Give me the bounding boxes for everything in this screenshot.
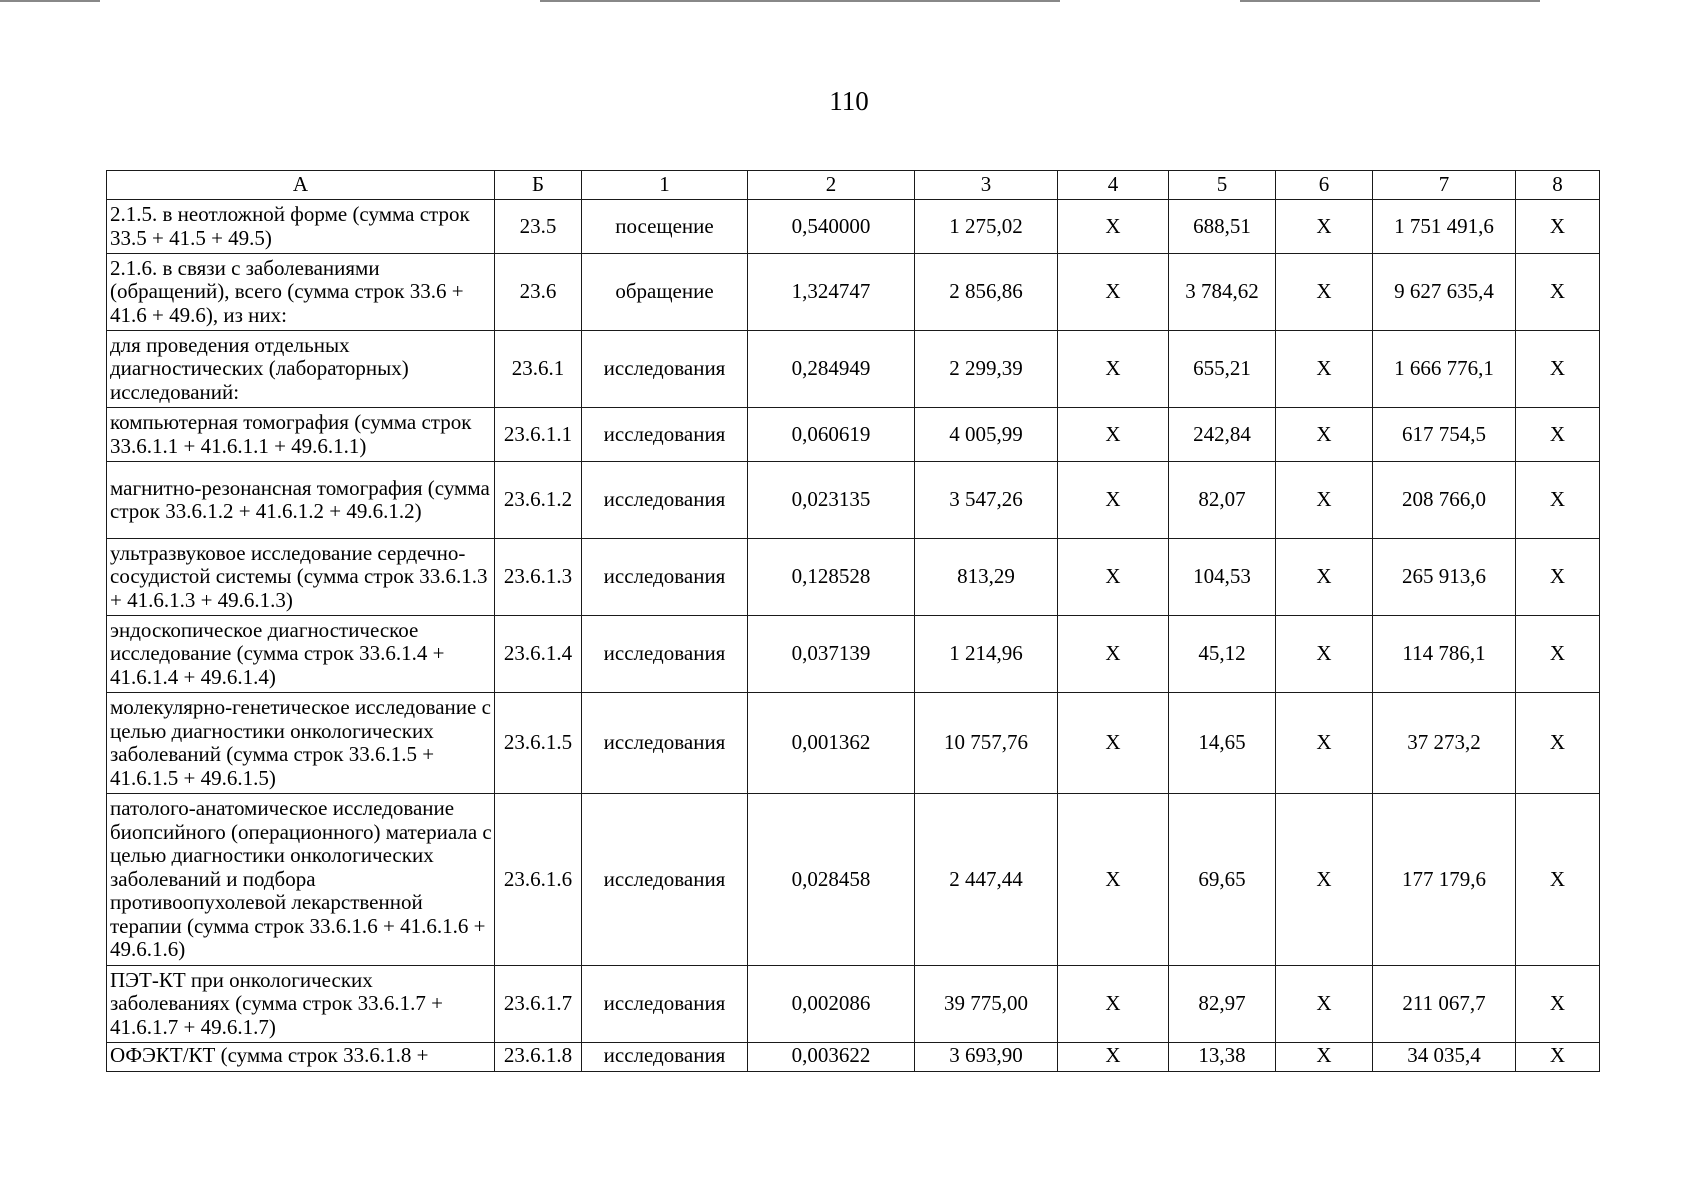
row-name: 2.1.6. в связи с заболеваниями (обращений), всего (сумма строк 33.6 + 41.6 + 49.6), из них:: [107, 254, 495, 331]
header-cell: 4: [1058, 171, 1169, 200]
header-cell: 5: [1169, 171, 1276, 200]
row-name: компьютерная томография (сумма строк 33.6.1.1 + 41.6.1.1 + 49.6.1.1): [107, 408, 495, 462]
data-table: [106, 170, 1600, 1072]
row-name: для проведения отдельных диагностических (лабораторных) исследований:: [107, 331, 495, 408]
row-code: 23.6.1.5: [495, 693, 582, 794]
row-value-3: 10 757,76: [915, 693, 1058, 794]
row-value-6: X: [1276, 1043, 1373, 1072]
row-value-8: X: [1516, 616, 1600, 693]
data-table-container: [106, 170, 1599, 1072]
row-value-5: 3 784,62: [1169, 254, 1276, 331]
table-row: [107, 794, 1600, 966]
row-unit: обращение: [582, 254, 748, 331]
row-value-6: X: [1276, 462, 1373, 539]
row-unit: исследования: [582, 1043, 748, 1072]
row-value-5: 69,65: [1169, 794, 1276, 966]
row-code: 23.6.1.3: [495, 539, 582, 616]
row-value-3: 3 693,90: [915, 1043, 1058, 1072]
row-value-2: 0,002086: [748, 966, 915, 1043]
row-value-7: 211 067,7: [1373, 966, 1516, 1043]
row-value-7: 37 273,2: [1373, 693, 1516, 794]
row-value-4: X: [1058, 794, 1169, 966]
row-unit: посещение: [582, 200, 748, 254]
row-value-4: X: [1058, 693, 1169, 794]
row-code: 23.5: [495, 200, 582, 254]
row-value-2: 0,284949: [748, 331, 915, 408]
table-row: [107, 200, 1600, 254]
row-value-8: X: [1516, 331, 1600, 408]
row-unit: исследования: [582, 693, 748, 794]
row-code: 23.6: [495, 254, 582, 331]
table-row: [107, 408, 1600, 462]
row-unit: исследования: [582, 616, 748, 693]
row-value-3: 2 856,86: [915, 254, 1058, 331]
table-row: [107, 1043, 1600, 1072]
header-cell: 2: [748, 171, 915, 200]
row-value-7: 208 766,0: [1373, 462, 1516, 539]
row-value-3: 813,29: [915, 539, 1058, 616]
row-name: эндоскопическое диагностическое исследование (сумма строк 33.6.1.4 + 41.6.1.4 + 49.6.1.4): [107, 616, 495, 693]
row-value-7: 34 035,4: [1373, 1043, 1516, 1072]
row-code: 23.6.1.6: [495, 794, 582, 966]
row-value-3: 2 299,39: [915, 331, 1058, 408]
row-value-7: 9 627 635,4: [1373, 254, 1516, 331]
row-value-2: 0,128528: [748, 539, 915, 616]
table-row: [107, 616, 1600, 693]
row-value-4: X: [1058, 462, 1169, 539]
row-value-8: X: [1516, 693, 1600, 794]
row-value-5: 45,12: [1169, 616, 1276, 693]
row-value-8: X: [1516, 1043, 1600, 1072]
row-value-5: 242,84: [1169, 408, 1276, 462]
header-cell: 6: [1276, 171, 1373, 200]
table-row: [107, 462, 1600, 539]
row-value-5: 13,38: [1169, 1043, 1276, 1072]
row-value-2: 0,060619: [748, 408, 915, 462]
row-value-7: 265 913,6: [1373, 539, 1516, 616]
row-value-5: 82,97: [1169, 966, 1276, 1043]
row-value-6: X: [1276, 616, 1373, 693]
row-value-3: 1 214,96: [915, 616, 1058, 693]
row-value-7: 177 179,6: [1373, 794, 1516, 966]
row-value-4: X: [1058, 331, 1169, 408]
row-value-8: X: [1516, 794, 1600, 966]
row-value-4: X: [1058, 200, 1169, 254]
page-number: 110: [829, 86, 869, 116]
header-cell: 7: [1373, 171, 1516, 200]
row-value-8: X: [1516, 966, 1600, 1043]
table-row: [107, 331, 1600, 408]
row-value-3: 1 275,02: [915, 200, 1058, 254]
row-value-7: 1 666 776,1: [1373, 331, 1516, 408]
row-name: ультразвуковое исследование сердечно-сосудистой системы (сумма строк 33.6.1.3 + 41.6.1.3 + 49.6.1.3): [107, 539, 495, 616]
scan-edge-center: [540, 0, 1060, 2]
header-cell: 3: [915, 171, 1058, 200]
row-code: 23.6.1.8: [495, 1043, 582, 1072]
row-value-6: X: [1276, 794, 1373, 966]
row-value-6: X: [1276, 539, 1373, 616]
scan-edge-right: [1240, 0, 1540, 2]
row-value-6: X: [1276, 331, 1373, 408]
row-name: патолого-анатомическое исследование биопсийного (операционного) материала с целью диагностики онкологических заболеваний и подбора противоопухолевой лекарственной терапии (сумма строк 33.6.1.6 + 41.6.1.6 + 49.6.1.6): [107, 794, 495, 966]
row-value-4: X: [1058, 539, 1169, 616]
row-value-3: 39 775,00: [915, 966, 1058, 1043]
table-row: [107, 539, 1600, 616]
row-value-8: X: [1516, 408, 1600, 462]
row-value-4: X: [1058, 408, 1169, 462]
table-row: [107, 693, 1600, 794]
row-value-2: 0,023135: [748, 462, 915, 539]
row-code: 23.6.1.2: [495, 462, 582, 539]
row-value-7: 1 751 491,6: [1373, 200, 1516, 254]
row-value-5: 104,53: [1169, 539, 1276, 616]
row-value-2: 0,037139: [748, 616, 915, 693]
header-cell: 1: [582, 171, 748, 200]
row-name: ОФЭКТ/КТ (сумма строк 33.6.1.8 +: [107, 1043, 495, 1072]
row-code: 23.6.1.4: [495, 616, 582, 693]
row-value-2: 0,003622: [748, 1043, 915, 1072]
row-value-5: 688,51: [1169, 200, 1276, 254]
row-unit: исследования: [582, 462, 748, 539]
row-unit: исследования: [582, 408, 748, 462]
row-name: молекулярно-генетическое исследование с целью диагностики онкологических заболеваний (сумма строк 33.6.1.5 + 41.6.1.5 + 49.6.1.5): [107, 693, 495, 794]
row-value-5: 655,21: [1169, 331, 1276, 408]
row-value-6: X: [1276, 693, 1373, 794]
row-value-8: X: [1516, 200, 1600, 254]
row-unit: исследования: [582, 794, 748, 966]
row-name: 2.1.5. в неотложной форме (сумма строк 33.5 + 41.5 + 49.5): [107, 200, 495, 254]
scan-edge-left: [0, 0, 100, 2]
row-value-4: X: [1058, 254, 1169, 331]
row-value-4: X: [1058, 966, 1169, 1043]
table-row: [107, 254, 1600, 331]
row-name: ПЭТ-КТ при онкологических заболеваниях (сумма строк 33.6.1.7 + 41.6.1.7 + 49.6.1.7): [107, 966, 495, 1043]
row-value-8: X: [1516, 539, 1600, 616]
header-cell: 8: [1516, 171, 1600, 200]
row-value-6: X: [1276, 254, 1373, 331]
row-code: 23.6.1.1: [495, 408, 582, 462]
row-value-3: 4 005,99: [915, 408, 1058, 462]
row-value-2: 0,028458: [748, 794, 915, 966]
header-cell: А: [107, 171, 495, 200]
row-value-6: X: [1276, 200, 1373, 254]
row-value-3: 2 447,44: [915, 794, 1058, 966]
row-unit: исследования: [582, 331, 748, 408]
row-name: магнитно-резонансная томография (сумма строк 33.6.1.2 + 41.6.1.2 + 49.6.1.2): [107, 462, 495, 539]
table-row: [107, 966, 1600, 1043]
row-value-6: X: [1276, 408, 1373, 462]
row-value-6: X: [1276, 966, 1373, 1043]
row-value-8: X: [1516, 254, 1600, 331]
row-value-3: 3 547,26: [915, 462, 1058, 539]
table-header-row: [107, 171, 1600, 200]
row-value-4: X: [1058, 1043, 1169, 1072]
row-value-2: 0,540000: [748, 200, 915, 254]
row-value-2: 0,001362: [748, 693, 915, 794]
row-code: 23.6.1.7: [495, 966, 582, 1043]
row-value-5: 82,07: [1169, 462, 1276, 539]
row-value-2: 1,324747: [748, 254, 915, 331]
row-value-5: 14,65: [1169, 693, 1276, 794]
row-value-7: 617 754,5: [1373, 408, 1516, 462]
row-code: 23.6.1: [495, 331, 582, 408]
row-value-8: X: [1516, 462, 1600, 539]
row-unit: исследования: [582, 966, 748, 1043]
row-value-4: X: [1058, 616, 1169, 693]
header-cell: Б: [495, 171, 582, 200]
row-value-7: 114 786,1: [1373, 616, 1516, 693]
row-unit: исследования: [582, 539, 748, 616]
